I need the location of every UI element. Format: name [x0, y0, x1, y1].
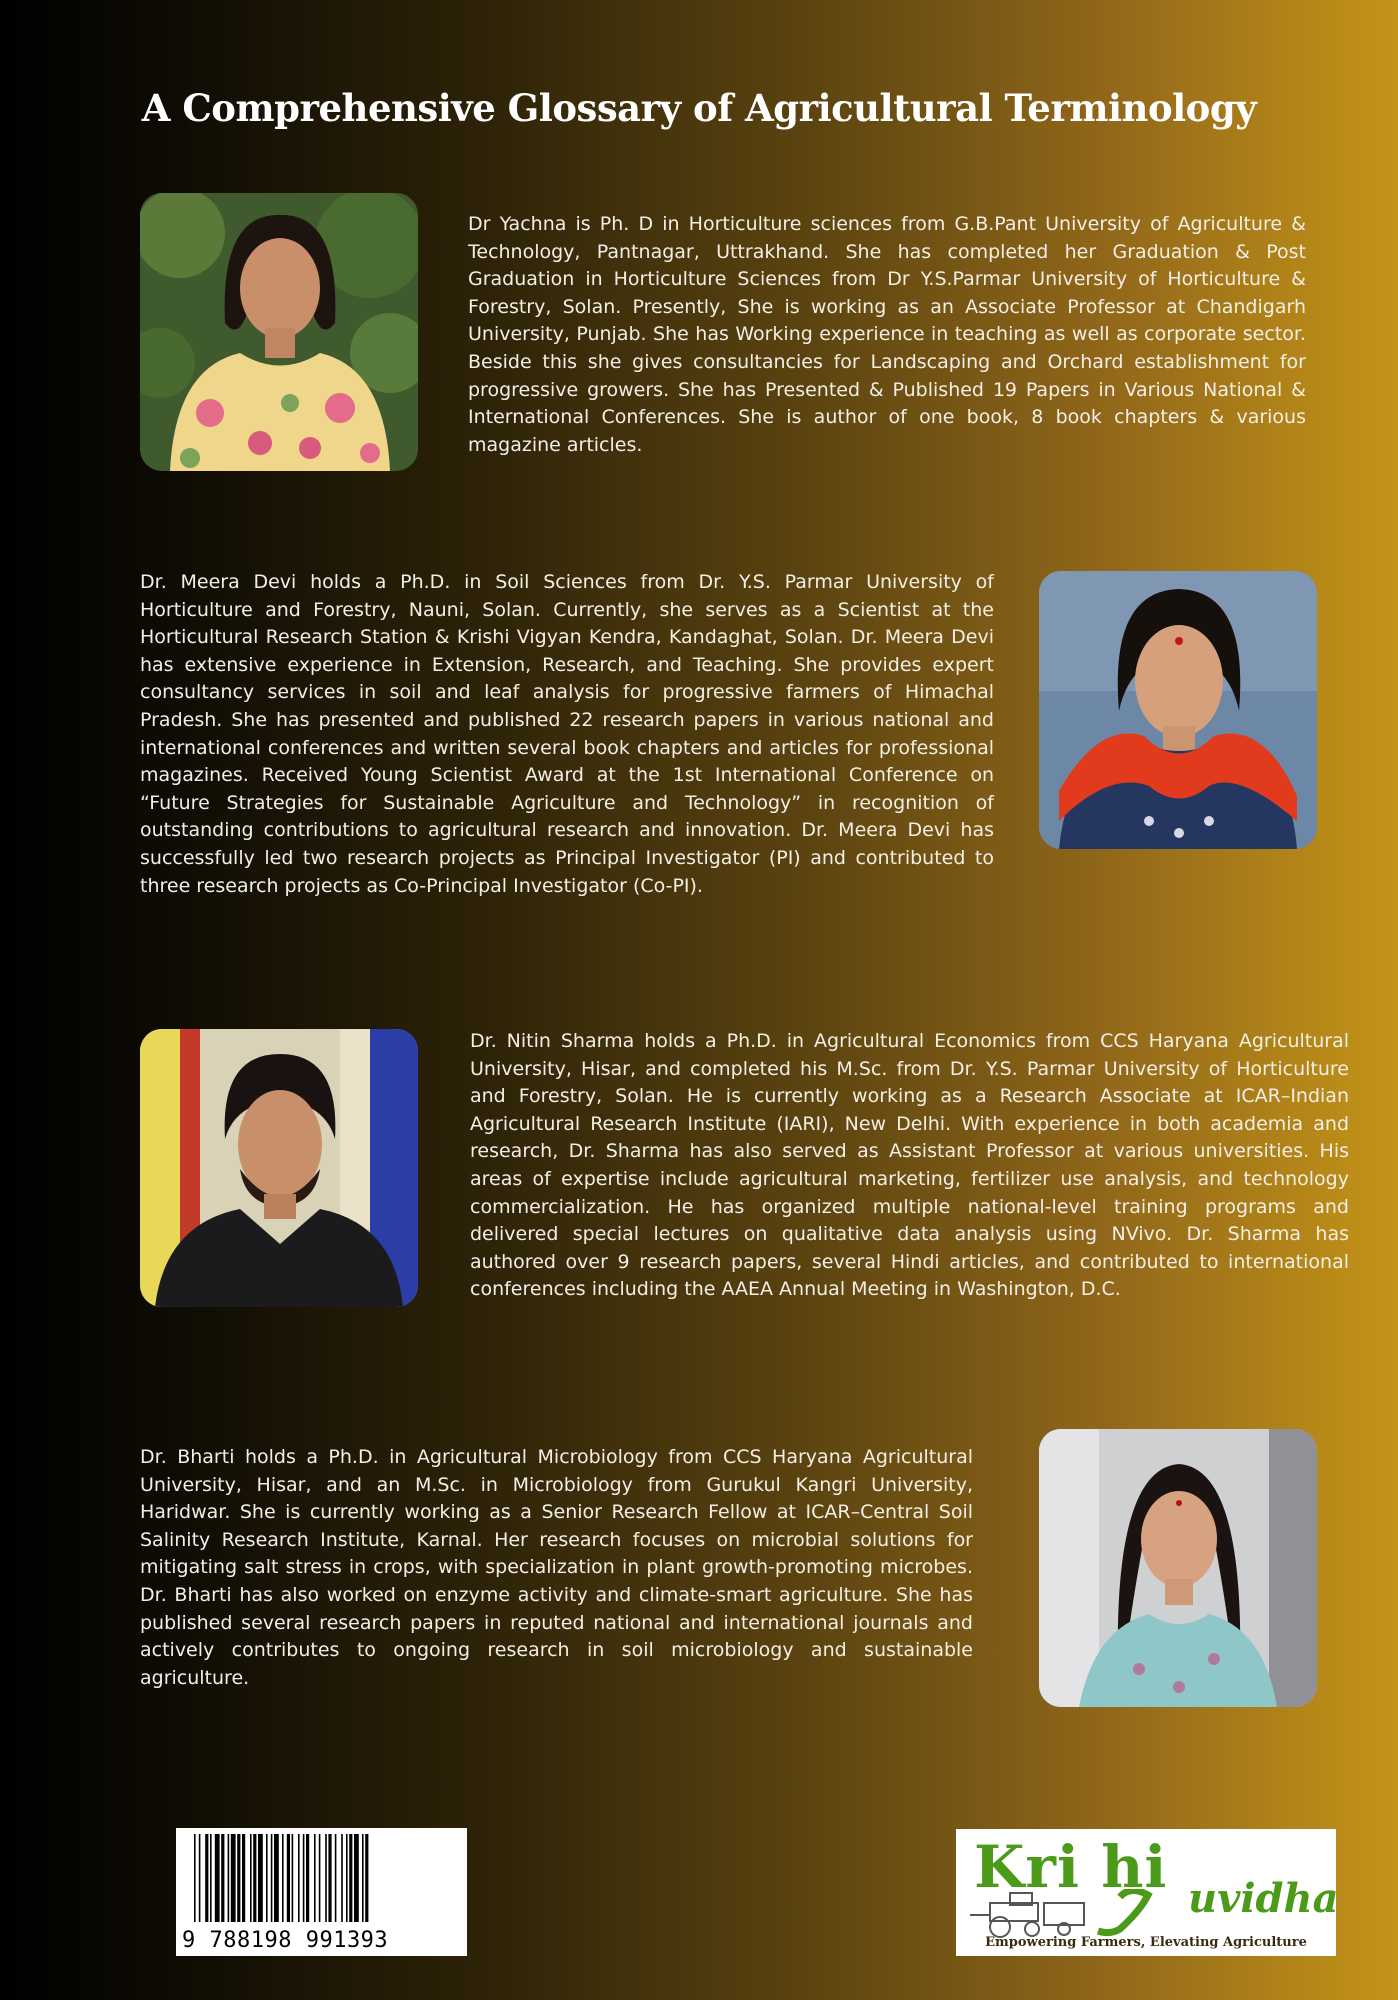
- author-photo-meera: [1039, 571, 1317, 849]
- author-bio-meera: Dr. Meera Devi holds a Ph.D. in Soil Sciences from Dr. Y.S. Parmar University of Horticulture and Forestry, Nauni, Solan. Currently, she serves as a Scientist at the Horticultural Research Station & Krishi Vigyan Kendra, Kandaghat, Solan. Dr. Meera Devi has extensive experience in Extension, Research, and Teaching. She provides expert consultancy services in soil and leaf analysis for progressive farmers of Himachal Pradesh. She has presented and published 22 research papers in various national and international conferences and written several book chapters and articles for professional magazines. Received Young Scientist Award at the 1st International Conference on “Future Strategies for Sustainable Agriculture and Technology” in recognition of outstanding contributions to agricultural research and innovation. Dr. Meera Devi has successfully led two research projects as Principal Investigator (PI) and contributed to three research projects as Co-Principal Investigator (Co-PI).: [140, 571, 994, 897]
- barcode-bar: [362, 1834, 364, 1922]
- barcode-bar: [303, 1834, 305, 1922]
- barcode-bar: [282, 1834, 284, 1922]
- barcode-bar: [292, 1834, 294, 1922]
- barcode-bar: [210, 1834, 212, 1922]
- tractor-icon: [970, 1889, 1170, 1939]
- barcode-bar: [325, 1834, 327, 1922]
- logo-name-part2: uvidha: [1188, 1875, 1339, 1922]
- barcode-bars: [182, 1834, 461, 1922]
- isbn-barcode: [176, 1828, 467, 1956]
- author-photo-nitin: [140, 1029, 418, 1307]
- barcode-bar: [205, 1834, 208, 1922]
- barcode-bar: [194, 1834, 196, 1922]
- barcode-bar: [298, 1834, 300, 1922]
- logo-name-part1: Kri hi: [974, 1833, 1168, 1901]
- barcode-bar: [349, 1834, 352, 1922]
- barcode-bar: [314, 1834, 316, 1922]
- barcode-bar: [346, 1834, 348, 1922]
- barcode-bar: [242, 1834, 245, 1922]
- author-bio-yachna: Dr Yachna is Ph. D in Horticulture sciences from G.B.Pant University of Agriculture & Technology, Pantnagar, Uttrakhand. She has completed her Graduation & Post Graduation in Horticulture Sciences from Dr Y.S.Parmar University of Horticulture & Forestry, Solan. Presently, She is working as an Associate Professor at Chandigarh University, Punjab. She has Working experience in teaching as well as corporate sector. Beside this she gives consultancies for Landscaping and Orchard establishment for progressive growers. She has Presented & Published 19 Papers in Various National & International Conferences. She is author of one book, 8 book chapters & various magazine articles.: [468, 213, 1306, 456]
- isbn-number: 9 788198 991393: [182, 1928, 389, 1953]
- logo-tagline: Empowering Farmers, Elevating Agriculture: [985, 1935, 1307, 1950]
- barcode-bar: [354, 1834, 359, 1922]
- author-photo-yachna: [140, 193, 418, 471]
- barcode-bar: [253, 1834, 256, 1922]
- barcode-bar: [341, 1834, 343, 1922]
- barcode-bar: [199, 1834, 201, 1922]
- barcode-bar: [271, 1834, 273, 1922]
- barcode-bar: [274, 1834, 279, 1922]
- barcode-bar: [237, 1834, 240, 1922]
- barcode-bar: [319, 1834, 321, 1922]
- barcode-bar: [221, 1834, 224, 1922]
- barcode-bar: [258, 1834, 263, 1922]
- publisher-logo: [956, 1829, 1339, 1956]
- barcode-bar: [228, 1834, 230, 1922]
- barcode-bar: [306, 1834, 309, 1922]
- barcode-bar: [215, 1834, 220, 1922]
- book-title: A Comprehensive Glossary of Agricultural Terminology: [141, 86, 1257, 130]
- barcode-bar: [328, 1834, 331, 1922]
- barcode-bar: [287, 1834, 290, 1922]
- author-bio-bharti: Dr. Bharti holds a Ph.D. in Agricultural Microbiology from CCS Haryana Agricultural University, Hisar, and an M.Sc. in Microbiology from Gurukul Kangri University, Haridwar. She is currently working as a Senior Research Fellow at ICAR–Central Soil Salinity Research Institute, Karnal. Her research focuses on microbial solutions for mitigating salt stress in crops, with specialization in plant growth-promoting microbes. Dr. Bharti has also worked on enzyme activity and climate-smart agriculture. She has published several research papers in reputed national and international journals and actively contributes to ongoing research in soil microbiology and sustainable agriculture.: [140, 1446, 973, 1689]
- barcode-bar: [231, 1834, 236, 1922]
- barcode-bar: [335, 1834, 337, 1922]
- barcode-bar: [250, 1834, 252, 1922]
- author-bio-nitin: Dr. Nitin Sharma holds a Ph.D. in Agricultural Economics from CCS Haryana Agricultural University, Hisar, and completed his M.Sc. from Dr. Y.S. Parmar University of Horticulture and Forestry, Solan. He is currently working as a Research Associate at ICAR–Indian Agricultural Research Institute (IARI), New Delhi. With experience in both academia and research, Dr. Sharma has also served as Assistant Professor at various universities. His areas of expertise include agricultural marketing, fertilizer use analysis, and technology commercialization. He has organized multiple national-level training programs and delivered special lectures on qualitative data analysis using NVivo. Dr. Sharma has authored over 9 research papers, several Hindi articles, and contributed to international conferences including the AAEA Annual Meeting in Washington, D.C.: [470, 1030, 1349, 1301]
- barcode-bar: [365, 1834, 368, 1922]
- barcode-bar: [266, 1834, 268, 1922]
- author-photo-bharti: [1039, 1429, 1317, 1707]
